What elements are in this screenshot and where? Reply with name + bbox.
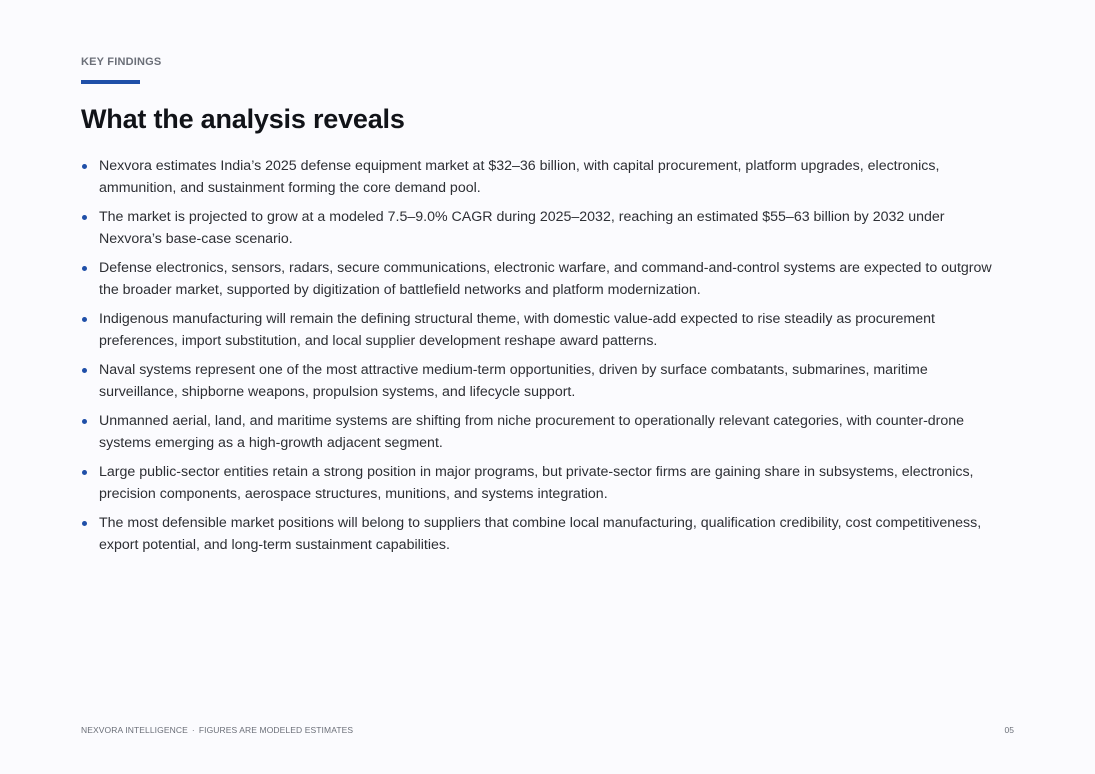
finding-text: Naval systems represent one of the most attractive medium-term opportunities, driven by surface combatants, submarines, maritime surveillance, shipborne weapons, propulsion systems, and lifecycle support. — [99, 362, 928, 400]
finding-item-8 — [81, 512, 1006, 556]
finding-item-7 — [81, 461, 1006, 505]
bullet-icon — [82, 470, 87, 475]
finding-text: Defense electronics, sensors, radars, secure communications, electronic warfare, and command-and-control systems are expected to outgrow the broader market, supported by digitization of battlefield networks and platform modernization. — [99, 260, 992, 298]
bullet-icon — [82, 419, 87, 424]
finding-item-2 — [81, 206, 1006, 250]
bullet-icon — [82, 521, 87, 526]
finding-item-1 — [81, 155, 1006, 199]
bullet-icon — [82, 215, 87, 220]
footer-note: FIGURES ARE MODELED ESTIMATES — [198, 725, 354, 735]
finding-text: Indigenous manufacturing will remain the defining structural theme, with domestic value-add expected to rise steadily as procurement preferences, import substitution, and local supplier development reshape award patterns. — [99, 311, 935, 349]
finding-text: Unmanned aerial, land, and maritime systems are shifting from niche procurement to operationally relevant categories, with counter-drone systems emerging as a high-growth adjacent segment. — [99, 413, 965, 451]
finding-text: Large public-sector entities retain a strong position in major programs, but private-sector firms are gaining share in subsystems, electronics, precision components, aerospace structures, munitions, and systems integration. — [99, 464, 974, 502]
finding-text: The most defensible market positions will belong to suppliers that combine local manufacturing, qualification credibility, cost competitiveness, export potential, and long-term sustainment capabilities. — [99, 515, 982, 553]
finding-item-5 — [81, 359, 1006, 403]
bullet-icon — [82, 368, 87, 373]
footer-separator: · — [191, 725, 195, 735]
footer-left — [81, 725, 353, 735]
page-title: What the analysis reveals — [81, 104, 405, 134]
bullet-icon — [82, 164, 87, 169]
accent-rule — [81, 80, 140, 84]
finding-item-3 — [81, 257, 1006, 301]
finding-item-4 — [81, 308, 1006, 352]
finding-text: The market is projected to grow at a modeled 7.5–9.0% CAGR during 2025–2032, reaching an estimated $55–63 billion by 2032 under Nexvora’s base-case scenario. — [99, 209, 945, 247]
bullet-icon — [82, 317, 87, 322]
page-number: 05 — [1004, 725, 1014, 735]
finding-text: Nexvora estimates India’s 2025 defense equipment market at $32–36 billion, with capital procurement, platform upgrades, electronics, ammunition, and sustainment forming the core demand pool. — [99, 158, 940, 196]
finding-item-6 — [81, 410, 1006, 454]
bullet-icon — [82, 266, 87, 271]
findings-list — [81, 155, 1006, 563]
section-eyebrow: KEY FINDINGS — [81, 56, 162, 68]
footer-brand: NEXVORA INTELLIGENCE — [81, 725, 188, 735]
